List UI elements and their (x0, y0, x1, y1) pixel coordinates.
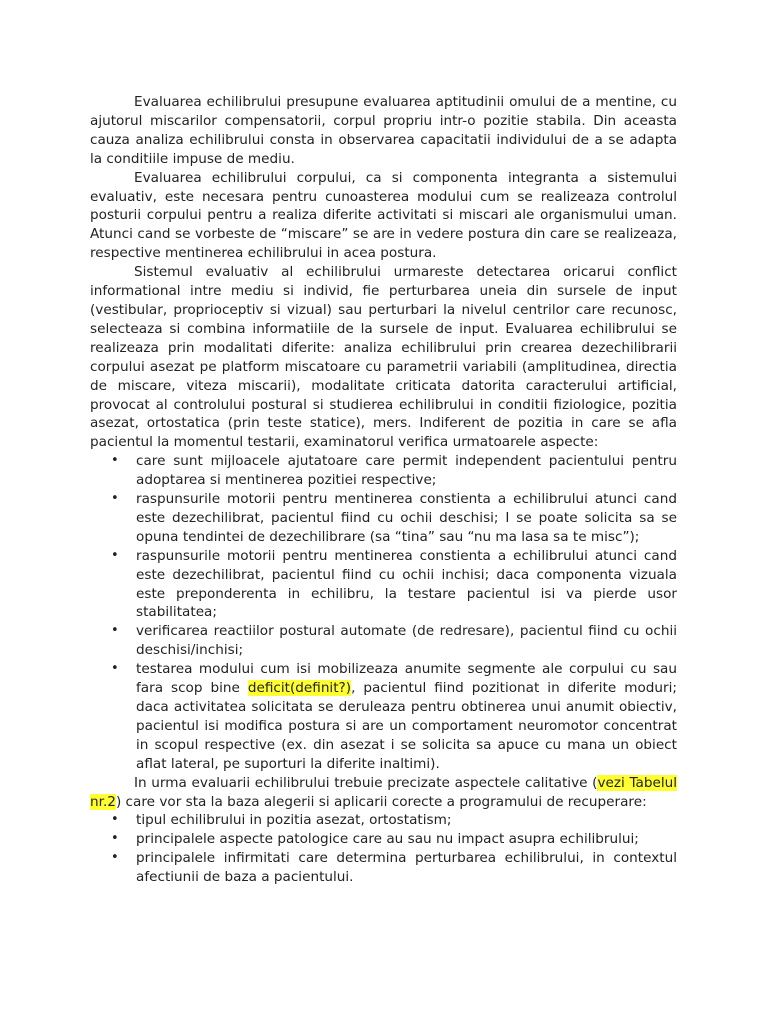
aspects-list (90, 452, 677, 773)
list-item-text: testarea modului cum isi mobilizeaza anumite segmente ale corpului cu sau fara scop bine (136, 661, 677, 697)
paragraph-body-balance: Evaluarea echilibrului corpului, ca si componenta integranta a sistemului evaluativ, este necesara pentru cunoasterea modului cum se realizeaza controlul posturii corpului pentru a realiza diferite activitati si miscari ale organismului uman. Atunci cand se vorbeste de “miscare” se are in vedere postura din care se realizeaza, respective mentinerea echilibrului in acea postura. (90, 169, 677, 262)
bullet-icon: • (111, 547, 119, 563)
list-item (111, 830, 677, 849)
bullet-icon: • (111, 661, 119, 677)
recovery-aspects-list (90, 811, 677, 887)
bullet-icon: • (111, 850, 119, 866)
list-item-text: tipul echilibrului in pozitia asezat, ortostatism; (136, 812, 452, 829)
list-item-text: verificarea reactiilor postural automate (de redresare), pacientul fiind cu ochii deschisi/inchisi; (136, 623, 677, 659)
list-item (111, 660, 677, 773)
list-item-text: principalele aspecte patologice care au sau nu impact asupra echilibrului; (136, 831, 639, 848)
list-item-text: raspunsurile motorii pentru mentinerea constienta a echilibrului atunci cand este dezechilibrat, pacientul fiind cu ochii deschisi; I se poate solicita sa se opuna tendintei de dezechilibrare (sa “tina” sau “nu ma lasa sa te misc”); (136, 491, 677, 545)
paragraph-evaluative-system: Sistemul evaluativ al echilibrului urmareste detectarea oricarui conflict informational intre mediu si individ, fie perturbarea uneia din sursele de input (vestibular, proprioceptiv si vizual) sau perturbari la nivelul centrilor care recunosc, selecteaza si combina informatiile de la sursele de input. Evaluarea echilibrului se realizeaza prin modalitati diferite: analiza echilibrului prin crearea dezechilibrarii corpului asezat pe platform miscatoare cu parametrii variabili (amplitudinea, directia de miscare, viteza miscarii), modalitate criticata datorita caracterului artificial, provocat al controlului postural si studierea echilibrului in conditii fiziologice, pozitia asezat, ortostatica (prin teste statice), mers. Indiferent de pozitia in care se afla pacientul la momentul testarii, examinatorul verifica urmatoarele aspecte: (90, 264, 677, 451)
bullet-icon: • (111, 812, 119, 828)
list-item-text: care sunt mijloacele ajutatoare care permit independent pacientului pentru adoptarea si mentinerea pozitiei respective; (136, 453, 677, 489)
paragraph-text: ) care vor sta la baza alegerii si aplicarii corecte a programului de recuperare: (115, 793, 647, 810)
paragraph-text: In urma evaluarii echilibrului trebuie precizate aspectele calitative ( (134, 774, 598, 791)
highlighted-text: vezi Tabelul nr.2 (90, 774, 677, 810)
list-item (111, 452, 677, 490)
list-item (111, 622, 677, 660)
bullet-icon: • (111, 491, 119, 507)
bullet-icon: • (111, 623, 119, 639)
list-item (111, 490, 677, 547)
highlighted-text: deficit(definit?) (247, 680, 352, 697)
list-item (111, 849, 677, 887)
list-item (111, 811, 677, 830)
list-item-text: principalele infirmitati care determina perturbarea echilibrului, in contextul afectiunii de baza a pacientului. (136, 850, 677, 886)
bullet-icon: • (111, 453, 119, 469)
list-item (111, 547, 677, 623)
list-item-text: raspunsurile motorii pentru mentinerea constienta a echilibrului atunci cand este dezechilibrat, pacientul fiind cu ochii inchisi; daca componenta vizuala este preponderenta in echilibru, la testare pacientul isi va pierde usor stabilitatea; (136, 547, 677, 621)
paragraph-qualitative-aspects (90, 774, 677, 812)
list-item-text: , pacientul fiind pozitionat in diferite moduri; daca activitatea solicitata se deruleaza pentru obtinerea unui anumit obiectiv, pacientul isi modifica postura si are un comportament neuromotor concentrat in scopul respective (ex. din asezat i se solicita sa apuce cu mana un obiect aflat lateral, pe suporturi la diferite inaltimi). (136, 680, 677, 772)
bullet-icon: • (111, 831, 119, 847)
paragraph-intro: Evaluarea echilibrului presupune evaluarea aptitudinii omului de a mentine, cu ajutorul miscarilor compensatorii, corpul propriu intr-o pozitie stabila. Din aceasta cauza analiza echilibrului consta in observarea capacitatii individului de a se adapta la conditiile impuse de mediu. (90, 94, 677, 167)
